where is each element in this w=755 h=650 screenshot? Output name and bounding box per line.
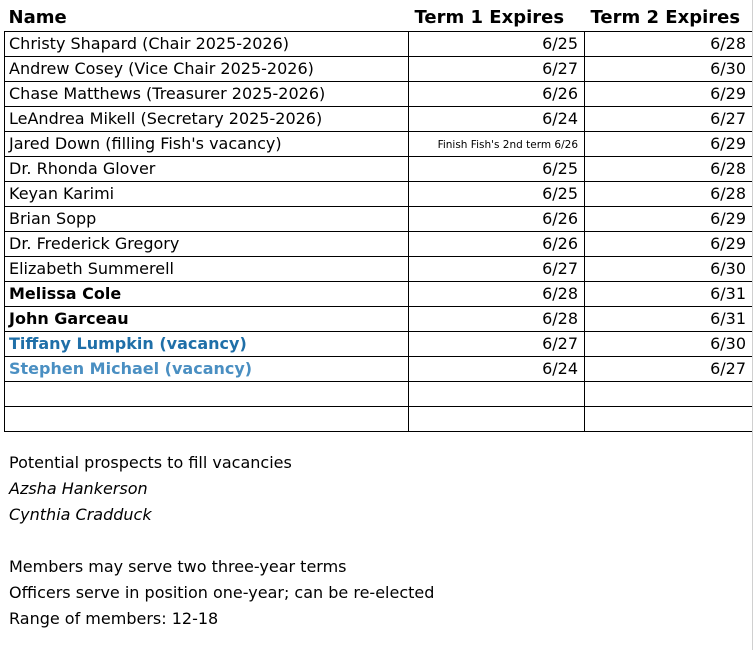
rule-text: Members may serve two three-year terms bbox=[9, 557, 347, 576]
term2-expires: 6/30 bbox=[585, 331, 753, 356]
term2-expires: 6/30 bbox=[585, 56, 753, 81]
sheet-edge-divider bbox=[752, 0, 753, 650]
empty-row bbox=[5, 381, 753, 406]
term1-expires: 6/28 bbox=[409, 306, 585, 331]
table-row bbox=[5, 206, 753, 231]
member-name-vacancy: Tiffany Lumpkin (vacancy) bbox=[5, 331, 409, 356]
member-name: Brian Sopp bbox=[5, 206, 409, 231]
member-name-vacancy: Stephen Michael (vacancy) bbox=[5, 356, 409, 381]
empty-cell bbox=[5, 406, 409, 431]
member-name: John Garceau bbox=[5, 306, 409, 331]
member-name: Chase Matthews (Treasurer 2025-2026) bbox=[5, 81, 409, 106]
member-name: Christy Shapard (Chair 2025-2026) bbox=[5, 31, 409, 56]
term2-expires: 6/31 bbox=[585, 306, 753, 331]
empty-cell bbox=[5, 381, 409, 406]
term1-expires: 6/26 bbox=[409, 206, 585, 231]
term2-expires: 6/28 bbox=[585, 156, 753, 181]
term2-expires: 6/27 bbox=[585, 106, 753, 131]
header-term2: Term 2 Expires bbox=[590, 7, 741, 29]
notes-section bbox=[9, 452, 434, 634]
table-row bbox=[5, 256, 753, 281]
term2-expires: 6/29 bbox=[585, 131, 753, 156]
rule-text: Officers serve in position one-year; can be re-elected bbox=[9, 583, 435, 602]
rule-text: Range of members: 12-18 bbox=[9, 609, 219, 628]
member-name: LeAndrea Mikell (Secretary 2025-2026) bbox=[5, 106, 409, 131]
term1-note: Finish Fish's 2nd term 6/26 bbox=[409, 131, 585, 156]
table-row bbox=[5, 31, 753, 56]
prospects-heading: Potential prospects to fill vacancies bbox=[9, 453, 292, 472]
table-row bbox=[5, 231, 753, 256]
table-row bbox=[5, 306, 753, 331]
members-table bbox=[4, 5, 753, 432]
table-row bbox=[5, 181, 753, 206]
term2-expires: 6/28 bbox=[585, 31, 753, 56]
board-members-sheet bbox=[4, 5, 753, 432]
term1-expires: 6/25 bbox=[409, 31, 585, 56]
prospect-name: Azsha Hankerson bbox=[9, 479, 148, 498]
empty-cell bbox=[409, 381, 585, 406]
term1-expires: 6/26 bbox=[409, 81, 585, 106]
member-name: Dr. Frederick Gregory bbox=[5, 231, 409, 256]
spacer bbox=[9, 530, 434, 556]
member-name: Keyan Karimi bbox=[5, 181, 409, 206]
term1-expires: 6/28 bbox=[409, 281, 585, 306]
member-name: Dr. Rhonda Glover bbox=[5, 156, 409, 181]
empty-cell bbox=[585, 406, 753, 431]
term2-expires: 6/27 bbox=[585, 356, 753, 381]
term2-expires: 6/28 bbox=[585, 181, 753, 206]
table-row bbox=[5, 56, 753, 81]
table-row bbox=[5, 281, 753, 306]
table-row bbox=[5, 81, 753, 106]
term1-expires: 6/24 bbox=[409, 106, 585, 131]
term1-expires: 6/25 bbox=[409, 181, 585, 206]
term1-expires: 6/27 bbox=[409, 56, 585, 81]
term2-expires: 6/29 bbox=[585, 231, 753, 256]
table-row bbox=[5, 156, 753, 181]
term2-expires: 6/29 bbox=[585, 206, 753, 231]
empty-cell bbox=[585, 381, 753, 406]
term1-expires: 6/24 bbox=[409, 356, 585, 381]
member-name: Melissa Cole bbox=[5, 281, 409, 306]
member-name: Jared Down (filling Fish's vacancy) bbox=[5, 131, 409, 156]
header-row bbox=[5, 5, 753, 31]
prospect-name: Cynthia Cradduck bbox=[9, 505, 152, 524]
header-name: Name bbox=[8, 7, 67, 29]
table-row bbox=[5, 106, 753, 131]
term2-expires: 6/30 bbox=[585, 256, 753, 281]
term1-expires: 6/26 bbox=[409, 231, 585, 256]
member-name: Elizabeth Summerell bbox=[5, 256, 409, 281]
empty-cell bbox=[409, 406, 585, 431]
header-term1: Term 1 Expires bbox=[414, 7, 565, 29]
term2-expires: 6/31 bbox=[585, 281, 753, 306]
table-row bbox=[5, 331, 753, 356]
table-row bbox=[5, 131, 753, 156]
term1-expires: 6/27 bbox=[409, 256, 585, 281]
term2-expires: 6/29 bbox=[585, 81, 753, 106]
term1-expires: 6/25 bbox=[409, 156, 585, 181]
table-row bbox=[5, 356, 753, 381]
empty-row bbox=[5, 406, 753, 431]
term1-expires: 6/27 bbox=[409, 331, 585, 356]
member-name: Andrew Cosey (Vice Chair 2025-2026) bbox=[5, 56, 409, 81]
